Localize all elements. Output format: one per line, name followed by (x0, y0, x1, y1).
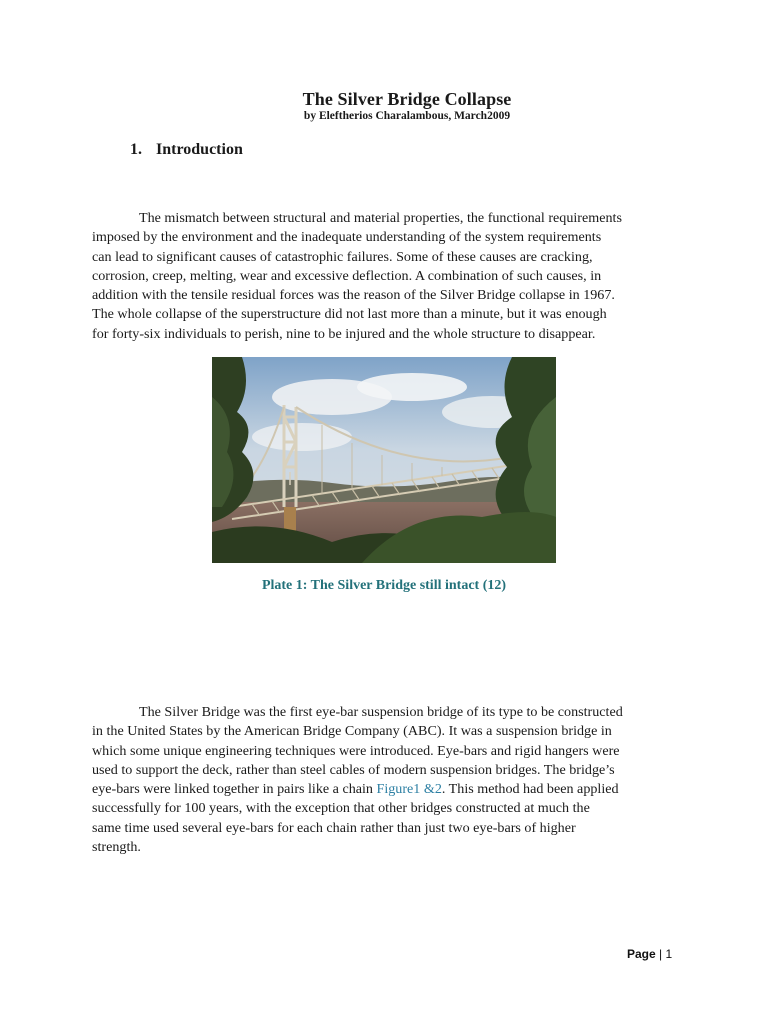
paragraph-line: in the United States by the American Bridge Company (ABC). It was a suspension bridge in (92, 723, 612, 740)
paragraph-line-with-link (92, 780, 682, 799)
paragraph-line: can lead to significant causes of catastrophic failures. Some of these causes are cracking, (92, 248, 593, 265)
paragraph-line: addition with the tensile residual forces was the reason of the Silver Bridge collapse in 1967. (92, 287, 615, 304)
section-title: Introduction (156, 141, 243, 158)
document-byline: by Eleftherios Charalambous, March2009 (303, 110, 511, 122)
footer-label: Page (627, 947, 656, 961)
paragraph-text: eye-bars were linked together in pairs like a chain (92, 781, 377, 798)
paragraph-line: which some unique engineering techniques were introduced. Eye-bars and rigid hangers were (92, 742, 620, 759)
footer-separator: | (659, 947, 663, 961)
page-footer (627, 947, 672, 961)
paragraph-line: strength. (92, 839, 141, 856)
paragraph-line: The mismatch between structural and material properties, the functional requirements (139, 210, 622, 226)
paragraph-line: same time used several eye-bars for each chain rather than just two eye-bars of higher (92, 819, 576, 836)
paragraph-line: successfully for 100 years, with the exception that other bridges constructed at much the (92, 800, 590, 817)
plate-caption: Plate 1: The Silver Bridge still intact (12) (261, 578, 507, 593)
bridge-paragraph (92, 703, 682, 857)
paragraph-line: imposed by the environment and the inadequate understanding of the system requirements (92, 229, 602, 246)
page-number: 1 (665, 947, 673, 961)
figure-reference-link[interactable]: Figure1 &2 (376, 781, 442, 798)
paragraph-line: The Silver Bridge was the first eye-bar suspension bridge of its type to be constructed (139, 704, 623, 720)
paragraph-line: The whole collapse of the superstructure did not last more than a minute, but it was enough (92, 306, 607, 323)
paragraph-text: . This method had been applied (441, 781, 619, 798)
section-number: 1. (130, 141, 142, 158)
section-heading (130, 141, 243, 159)
silver-bridge-photo (212, 357, 556, 563)
paragraph-line: for forty-six individuals to perish, nine to be injured and the whole structure to disappear. (92, 325, 596, 342)
document-title: The Silver Bridge Collapse (302, 89, 512, 109)
intro-paragraph (92, 209, 682, 344)
paragraph-line: used to support the deck, rather than steel cables of modern suspension bridges. The bridge’s (92, 761, 615, 778)
paragraph-line: corrosion, creep, melting, wear and excessive deflection. A combination of such causes, in (92, 267, 602, 284)
